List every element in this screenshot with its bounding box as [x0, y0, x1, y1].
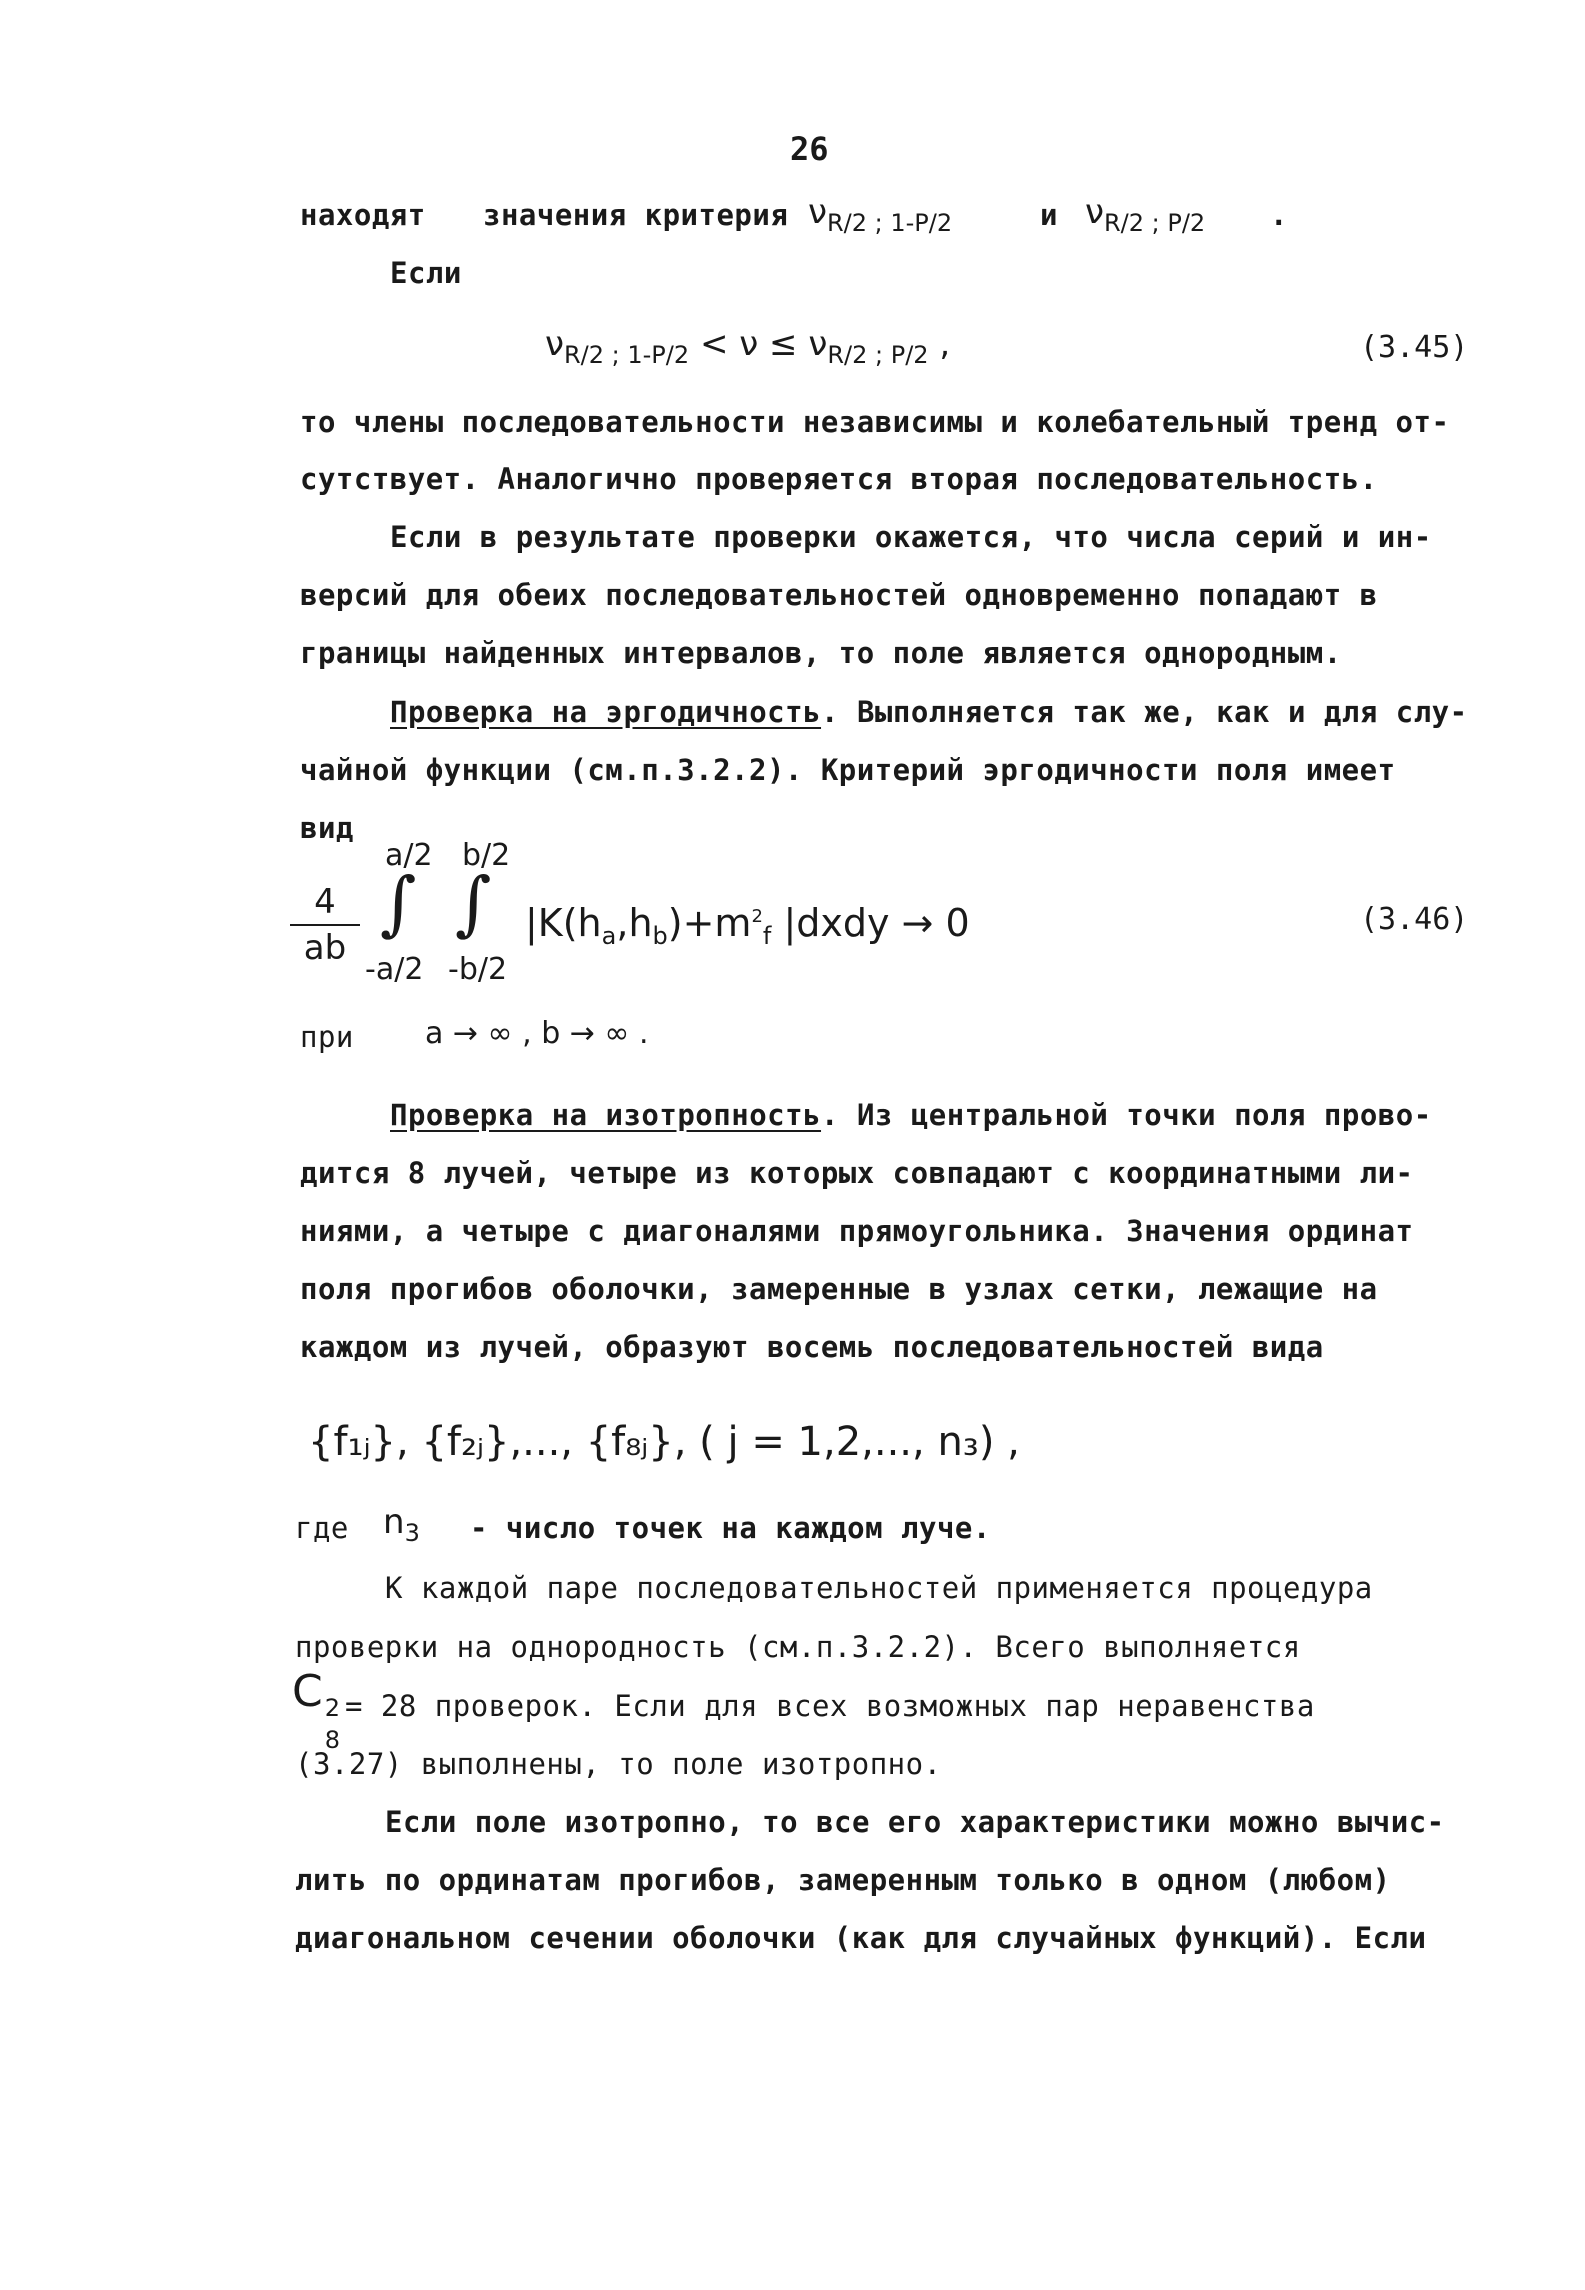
text-line: (3.27) выполнены, то поле изотропно. [295, 1747, 942, 1781]
equation-number: (3.45) [1360, 330, 1469, 365]
text-line: Проверка на эргодичность. Выполняется так же, как и для слу- [390, 695, 1468, 729]
page-number: 26 [790, 130, 829, 168]
text-line: = 28 проверок. Если для всех возможных пар неравенства [345, 1689, 1315, 1723]
section-title-ergodicity: Проверка на эргодичность [390, 695, 822, 729]
text-line: чайной функции (см.п.3.2.2). Критерий эргодичности поля имеет [300, 753, 1396, 787]
text-line: К каждой паре последовательностей применяется процедура [385, 1571, 1373, 1605]
text-line: находят [300, 198, 426, 232]
formula-sequences: {f₁ⱼ}, {f₂ⱼ},..., {f₈ⱼ}, ( j = 1,2,..., n₃) , [308, 1419, 1020, 1465]
integral-lower-limit: -b/2 [448, 952, 508, 987]
formula-integrand: $|K(h_a,h_b)+m^2_f$ |dxdy → 0 [525, 901, 970, 950]
text-line: где [295, 1511, 349, 1545]
formula-combinations: C 2 8 [292, 1666, 341, 1754]
integral-upper-limit: a/2 [385, 838, 433, 873]
text-line: то члены последовательности независимы и колебательный тренд от- [300, 405, 1450, 439]
fraction-4-ab: 4 ab [290, 882, 360, 968]
text-line: проверки на однородность (см.п.3.2.2). Всего выполняется [295, 1630, 1301, 1664]
text-line: - число точек на каждом луче. [470, 1511, 991, 1545]
integral-upper-limit: b/2 [462, 838, 511, 873]
text-line: Если в результате проверки окажется, что числа серий и ин- [390, 520, 1432, 554]
section-title-isotropy: Проверка на изотропность [390, 1098, 822, 1132]
text-line: Если поле изотропно, то все его характеристики можно вычис- [385, 1805, 1445, 1839]
text-line: границы найденных интервалов, то поле является однородным. [300, 636, 1342, 670]
text-line: значения критерия [483, 198, 789, 232]
text-line: поля прогибов оболочки, замеренные в узлах сетки, лежащие на [300, 1272, 1378, 1306]
formula-inequality: $\nu_{R/2 ; 1-P/2} < \nu \le \nu_{R/2 ; P/2}$ , [545, 324, 951, 369]
text-line: версий для обеих последовательностей одновременно попадают в [300, 578, 1378, 612]
formula-nu-2: $\nu_{R/2 ; P/2}$ [1085, 192, 1206, 237]
integral-sign: ∫ [455, 862, 492, 944]
text-line: Если [390, 256, 462, 290]
text-line: и [1040, 198, 1058, 232]
text-line: каждом из лучей, образуют восемь последовательностей вида [300, 1330, 1324, 1364]
text-line: ниями, а четыре с диагоналями прямоугольника. Значения ординат [300, 1214, 1414, 1248]
text-line: диагональном сечении оболочки (как для случайных функций). Если [295, 1921, 1427, 1955]
equation-number: (3.46) [1360, 902, 1469, 937]
text-line: сутствует. Аналогично проверяется вторая последовательность. [300, 462, 1378, 496]
text-line: Проверка на изотропность. Из центральной точки поля прово- [390, 1098, 1432, 1132]
text-line: вид [300, 811, 354, 845]
text-line: . [1270, 198, 1288, 232]
text-line: при [300, 1020, 354, 1054]
integral-lower-limit: -a/2 [365, 952, 424, 987]
formula-limits: a → ∞ , b → ∞ . [425, 1016, 649, 1051]
text-line: лить по ординатам прогибов, замеренным только в одном (любом) [295, 1863, 1391, 1897]
text-line: дится 8 лучей, четыре из которых совпадают с координатными ли- [300, 1156, 1414, 1190]
integral-sign: ∫ [380, 862, 417, 944]
formula-n3: $n_3$ [383, 1502, 420, 1547]
formula-nu-1: $\nu_{R/2 ; 1-P/2}$ [808, 192, 953, 237]
